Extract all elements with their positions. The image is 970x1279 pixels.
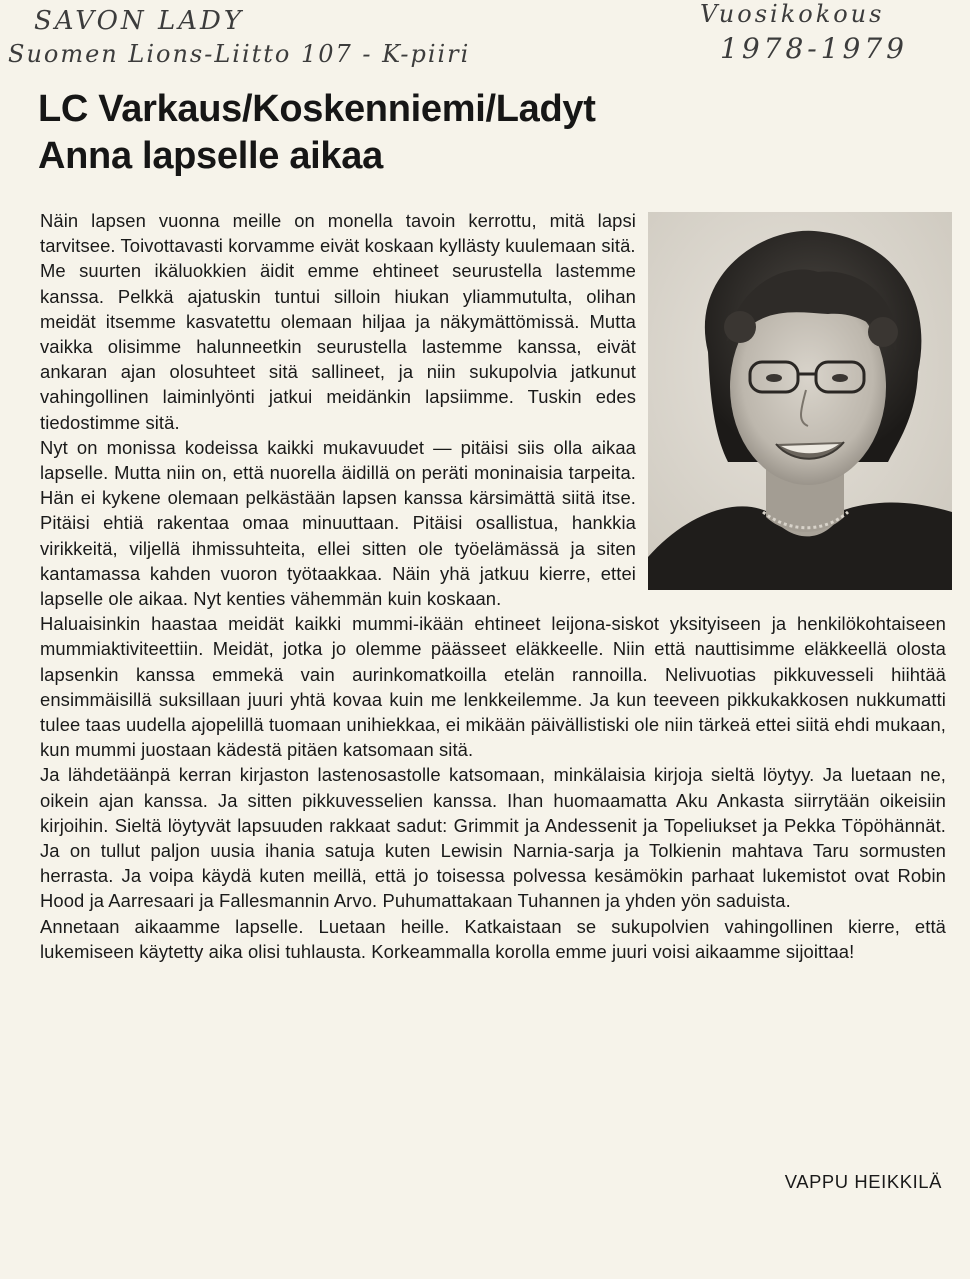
author-portrait-photo: [648, 212, 952, 590]
article-title-line-1: LC Varkaus/Koskenniemi/Ladyt: [38, 88, 596, 130]
article-paragraph: Nyt on monissa kodeissa kaikki mukavuudet — pitäisi siis olla aikaa lapselle. Mutta niin on, että nuorella äidillä on peräti moninaisia tarpeita. Hän ei kykene olemaan pelkästään lapsen kanssa kärsimättä siitä itse. Pitäisi ehtiä rakentaa omaa minuuttaan. Pitäisi osallistua, hankkia virikkeitä, viljellä ihmissuhteita, ellei sitten ole työelämässä ja siten kantamassa kahden vuoron työtaakkaa. Näin yhä jatkuu kierre, ettei lapselle ole aikaa. Nyt kenties vähemmän kuin koskaan.: [40, 436, 636, 610]
handwritten-note-top-right-2: 1978-1979: [720, 32, 908, 65]
handwritten-note-top-left-1: SAVON LADY: [34, 6, 244, 36]
author-signature: VAPPU HEIKKILÄ: [784, 1171, 942, 1192]
article-heading: [38, 86, 596, 180]
handwritten-note-top-right-1: Vuosikokous: [700, 0, 885, 28]
article-paragraph: Me suurten ikäluokkien äidit emme ehtineet seurustella lastemme kanssa. Pelkkä ajatuskin tuntui silloin hiukan yliammutulta, olihan meidät itsemme kasvatettu olemaan hiljaa ja näkymättömissä. Mutta vaikka olisimme halunneetkin seurustella lastemme kanssa, eivät ankaran ajan olosuhteet sitä sallineet, ja niin sukupolvia jatkunut vahingollinen laiminlyönti jatkui meidänkin lapsiimme. Tuskin edes tiedostimme sitä.: [40, 260, 636, 433]
article-paragraph: Annetaan aikaamme lapselle. Luetaan heille. Katkaistaan se sukupolvien vahingollinen kierre, että lukemiseen käytetty aika olisi tuhlausta. Korkeammalla korolla emme juuri voisi aikaamme sijoittaa!: [40, 915, 946, 962]
article-body: [40, 208, 946, 964]
article-title-line-2: Anna lapselle aikaa: [38, 135, 383, 177]
handwritten-note-top-left-2: Suomen Lions-Liitto 107 - K-piiri: [8, 40, 471, 68]
article-paragraph: Näin lapsen vuonna meille on monella tavoin kerrottu, mitä lapsi tarvitsee. Toivottavasti korvamme eivät koskaan kyllästy kuulemaan sitä.: [40, 210, 636, 257]
article-paragraph: Haluaisinkin haastaa meidät kaikki mummi-ikään ehtineet leijona-siskot yksityiseen ja henkilökohtaiseen mummiaktiviteettiin. Meidät, jotka jo olemme päässeet eläkkeelle. Niin että nauttisimme eläkkeellä olosta lapsenkin kanssa emmekä vain aurinkomatkoilla etelän rannoilla. Nelivuotias pikkuvesseli hiihtää ensimmäisillä suksillaan juuri yhtä kovaa kuin me lenkkeilemme. Ja kun teeveen pikkukakkosen nukkumatti tulee taas uudella ajopelillä tuomaan unihiekkaa, ei mikään päivällistiski ole niin tärkeä ettei siitä ehdi mukaan, kun mummi juostaan kädestä pitäen katsomaan sitä.: [40, 613, 947, 761]
article-paragraph: Ja lähdetäänpä kerran kirjaston lastenosastolle katsomaan, minkälaisia kirjoja sieltä löytyy. Ja luetaan ne, oikein ajan kanssa. Ja sitten pikkuvesselien kanssa. Ihan huomaamatta Aku Ankasta siirrytään oikeisiin kirjoihin. Sieltä löytyvät lapsuuden rakkaat sadut: Grimmit ja Andessenit ja Topeliukset ja Pekka Töpöhännät. Ja on tullut paljon uusia ihania satuja kuten Lewisin Narnia-sarja ja Tolkienin mahtava Taru sormusten herrasta. Ja voipa käydä kuten meillä, että jo toisessa polvessa kesämökin parhaat lukemistot ovat Robin Hood ja Aarresaari ja Fallesmannin Arvo. Puhumattakaan Tuhannen ja yhden yön saduista.: [40, 764, 946, 912]
